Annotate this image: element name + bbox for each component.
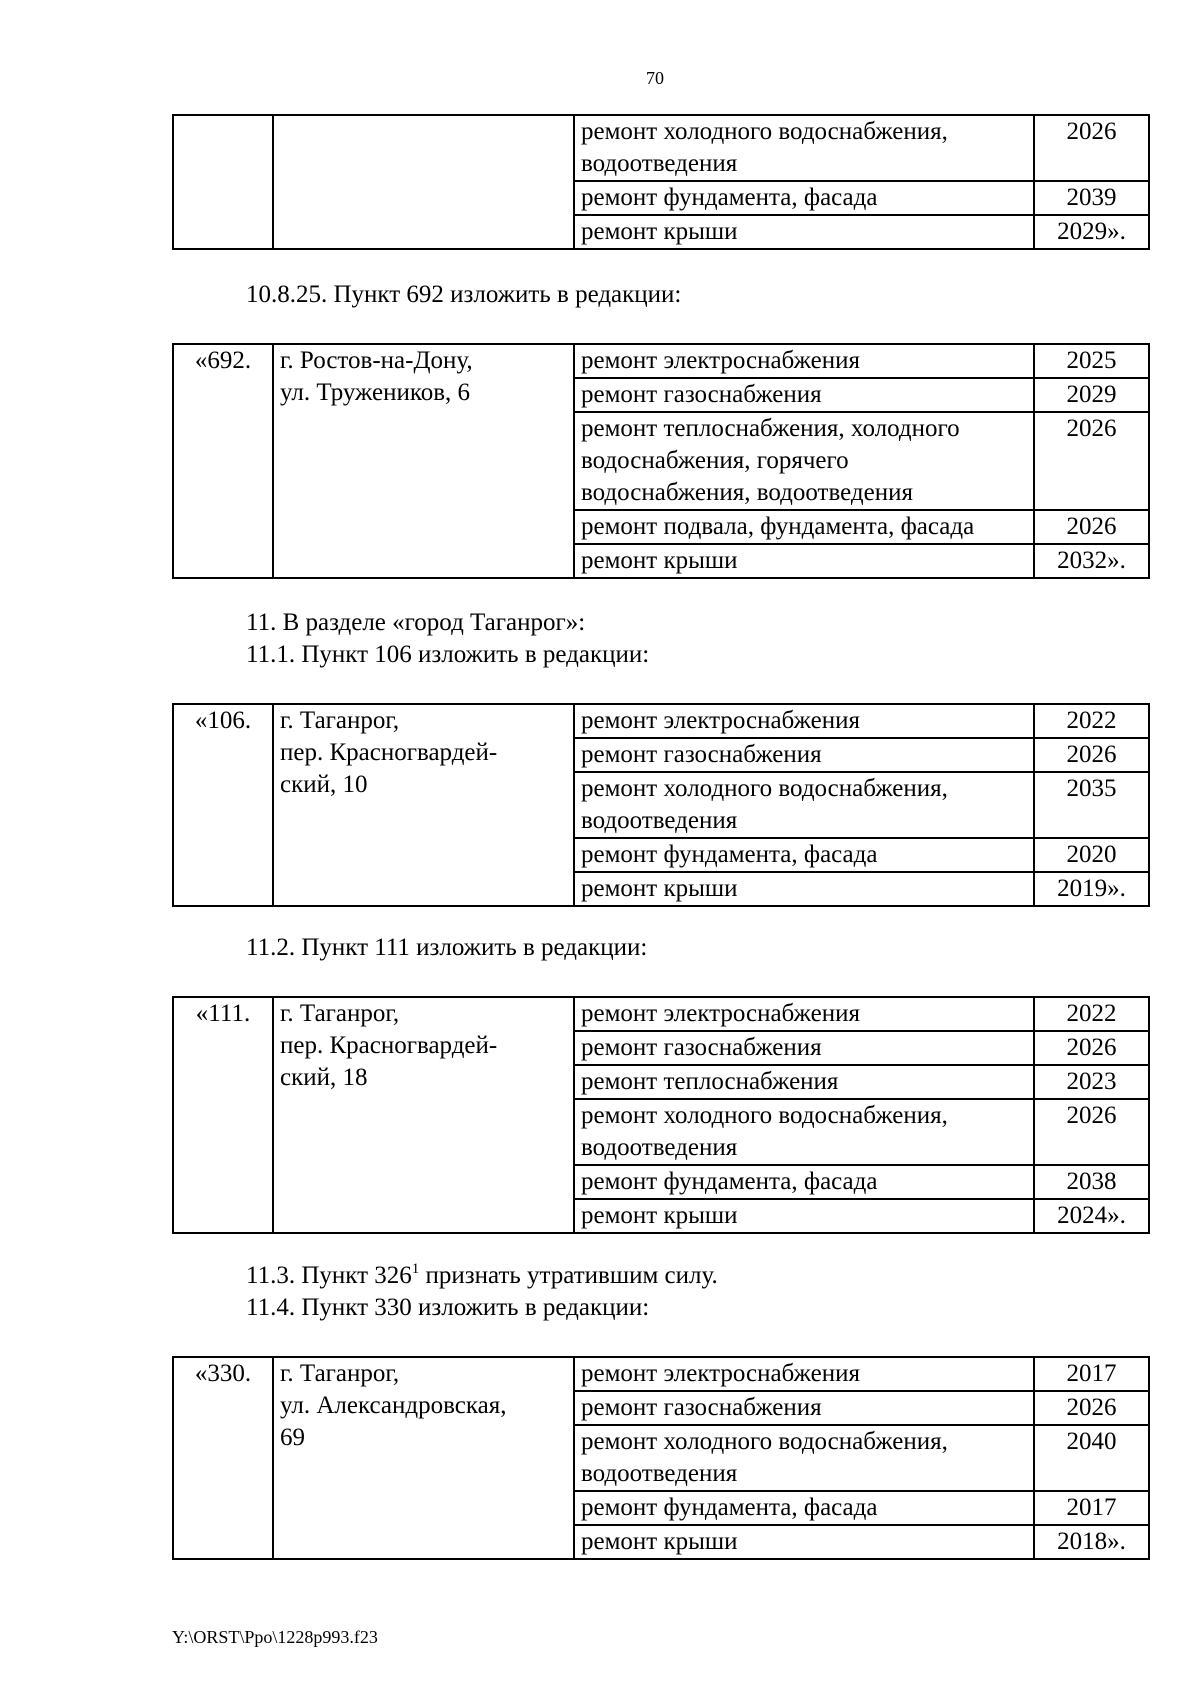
year-cell: 2026 — [1034, 115, 1149, 181]
year-cell: 2029 — [1034, 378, 1149, 412]
year-cell: 2026 — [1034, 1031, 1149, 1065]
paragraph-11-1: 11.1. Пункт 106 изложить в редакции: — [246, 641, 650, 668]
year-cell: 2026 — [1034, 1099, 1149, 1165]
work-cell: ремонт газоснабжения — [574, 1391, 1034, 1425]
paragraph-11: 11. В разделе «город Таганрог»: — [246, 609, 586, 636]
year-cell: 2017 — [1034, 1491, 1149, 1525]
work-cell: ремонт холодного водоснабжения, водоотведения — [574, 1425, 1034, 1491]
address-cell: г. Таганрог, пер. Красногвардей- ский, 10 — [273, 704, 574, 906]
work-cell: ремонт холодного водоснабжения, водоотведения — [574, 1099, 1034, 1165]
year-cell: 2026 — [1034, 510, 1149, 544]
work-cell: ремонт теплоснабжения, холодного водоснабжения, горячего водоснабжения, водоотведения — [574, 412, 1034, 510]
address-cell — [273, 115, 574, 249]
year-cell: 2035 — [1034, 772, 1149, 838]
table-continuation — [172, 114, 1150, 250]
year-cell: 2017 — [1034, 1357, 1149, 1391]
work-cell: ремонт электроснабжения — [574, 997, 1034, 1031]
work-cell: ремонт электроснабжения — [574, 704, 1034, 738]
year-cell: 2025 — [1034, 344, 1149, 378]
work-cell: ремонт электроснабжения — [574, 344, 1034, 378]
year-cell: 2019». — [1034, 872, 1149, 906]
work-cell: ремонт фундамента, фасада — [574, 181, 1034, 215]
table-item-106 — [172, 703, 1150, 907]
paragraph-11-3 — [246, 1260, 718, 1292]
work-cell: ремонт газоснабжения — [574, 738, 1034, 772]
work-cell: ремонт подвала, фундамента, фасада — [574, 510, 1034, 544]
table-item-330 — [172, 1356, 1150, 1560]
page-number: 70 — [646, 68, 664, 88]
year-cell: 2020 — [1034, 838, 1149, 872]
year-cell: 2022 — [1034, 704, 1149, 738]
year-cell: 2018». — [1034, 1525, 1149, 1559]
table-item-692 — [172, 343, 1150, 579]
item-number-cell: «692. — [173, 344, 273, 578]
year-cell: 2039 — [1034, 181, 1149, 215]
work-cell: ремонт фундамента, фасада — [574, 1165, 1034, 1199]
year-cell: 2026 — [1034, 1391, 1149, 1425]
item-number-cell: «330. — [173, 1357, 273, 1559]
work-cell: ремонт фундамента, фасада — [574, 838, 1034, 872]
work-cell: ремонт фундамента, фасада — [574, 1491, 1034, 1525]
year-cell: 2026 — [1034, 738, 1149, 772]
item-number-cell: «106. — [173, 704, 273, 906]
work-cell: ремонт теплоснабжения — [574, 1065, 1034, 1099]
work-cell: ремонт холодного водоснабжения, водоотведения — [574, 115, 1034, 181]
address-cell: г. Таганрог, ул. Александровская, 69 — [273, 1357, 574, 1559]
paragraph-11-2: 11.2. Пункт 111 изложить в редакции: — [246, 934, 648, 961]
paragraph-11-3-prefix: 11.3. Пункт 326 — [246, 1262, 412, 1289]
paragraph-11-4: 11.4. Пункт 330 изложить в редакции: — [246, 1294, 650, 1321]
work-cell: ремонт крыши — [574, 872, 1034, 906]
year-cell: 2024». — [1034, 1199, 1149, 1233]
year-cell: 2022 — [1034, 997, 1149, 1031]
year-cell: 2026 — [1034, 412, 1149, 510]
year-cell: 2038 — [1034, 1165, 1149, 1199]
item-number-cell: «111. — [173, 997, 273, 1233]
address-cell: г. Ростов-на-Дону, ул. Тружеников, 6 — [273, 344, 574, 578]
paragraph-10-8-25: 10.8.25. Пункт 692 изложить в редакции: — [246, 281, 682, 308]
table-item-111 — [172, 996, 1150, 1234]
work-cell: ремонт электроснабжения — [574, 1357, 1034, 1391]
work-cell: ремонт холодного водоснабжения, водоотведения — [574, 772, 1034, 838]
year-cell: 2040 — [1034, 1425, 1149, 1491]
work-cell: ремонт крыши — [574, 544, 1034, 578]
work-cell: ремонт крыши — [574, 1199, 1034, 1233]
work-cell: ремонт газоснабжения — [574, 378, 1034, 412]
work-cell: ремонт крыши — [574, 215, 1034, 249]
superscript-index: 1 — [411, 1261, 420, 1277]
item-number-cell — [173, 115, 273, 249]
year-cell: 2029». — [1034, 215, 1149, 249]
work-cell: ремонт крыши — [574, 1525, 1034, 1559]
paragraph-11-3-suffix: признать утратившим силу. — [419, 1262, 718, 1289]
year-cell: 2032». — [1034, 544, 1149, 578]
work-cell: ремонт газоснабжения — [574, 1031, 1034, 1065]
address-cell: г. Таганрог, пер. Красногвардей- ский, 18 — [273, 997, 574, 1233]
footer-file-path: Y:\ORST\Ppo\1228p993.f23 — [172, 1627, 378, 1647]
year-cell: 2023 — [1034, 1065, 1149, 1099]
